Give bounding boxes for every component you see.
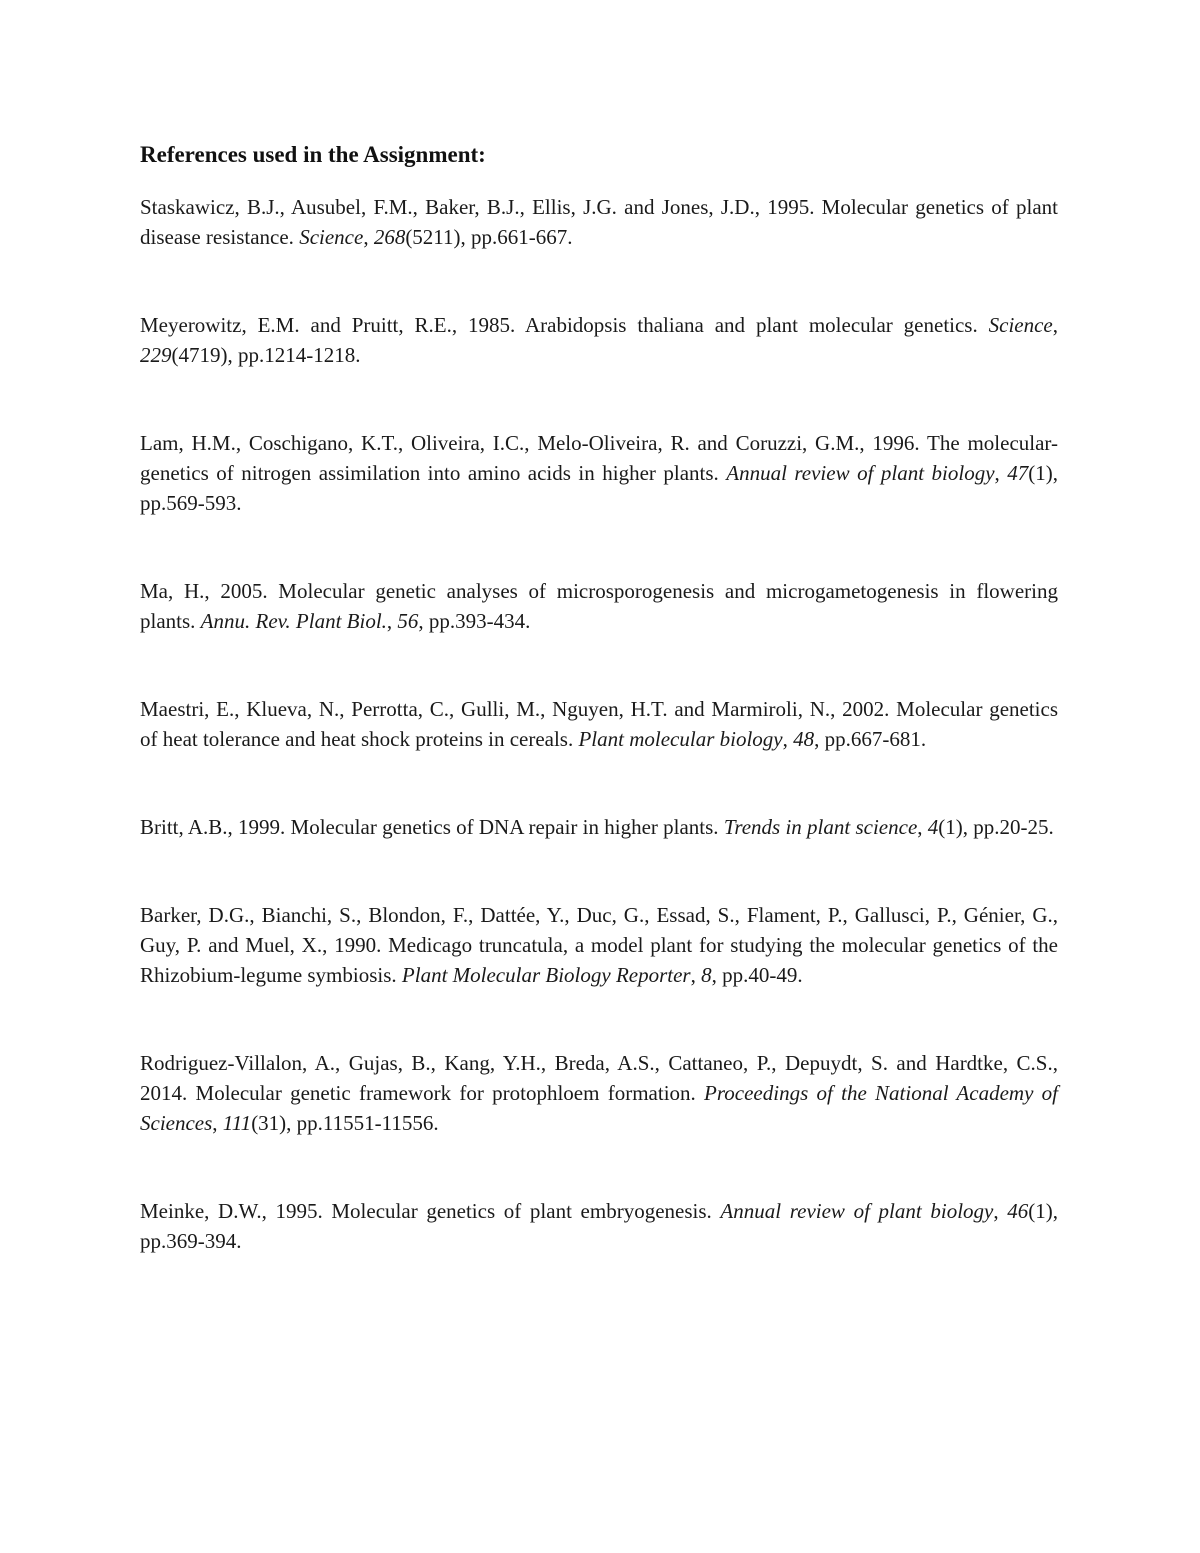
reference-item	[140, 812, 1058, 842]
reference-separator: ,	[212, 1111, 223, 1135]
reference-pages: (5211), pp.661-667.	[405, 225, 573, 249]
reference-item	[140, 310, 1058, 370]
reference-text: Barker, D.G., Bianchi, S., Blondon, F., Dattée, Y., Duc, G., Essad, S., Flament, P., Gallusci, P., Génier, G., Guy, P. and Muel, X., 1990. Medicago truncatula, a model plant for studying the molecular genetics of the Rhizobium-legume symbiosis.	[140, 903, 1058, 987]
reference-text: Britt, A.B., 1999. Molecular genetics of DNA repair in higher plants.	[140, 815, 724, 839]
reference-separator: ,	[994, 461, 1008, 485]
reference-volume: 229	[140, 343, 172, 367]
page-title: References used in the Assignment:	[140, 142, 486, 167]
reference-pages: (1), pp.369-394.	[140, 1199, 1059, 1253]
reference-volume: 4	[927, 815, 939, 839]
reference-text: Rodriguez-Villalon, A., Gujas, B., Kang, Y.H., Breda, A.S., Cattaneo, P., Depuydt, S. and Hardtke, C.S., 2014. Molecular genetic framework for protophloem formation.	[140, 1051, 1058, 1105]
reference-journal: Science	[988, 313, 1053, 337]
reference-text: Staskawicz, B.J., Ausubel, F.M., Baker, B.J., Ellis, J.G. and Jones, J.D., 1995. Molecular genetics of plant disease resistance.	[140, 195, 1058, 249]
reference-item	[140, 1196, 1058, 1256]
reference-text: Meinke, D.W., 1995. Molecular genetics of plant embryogenesis.	[140, 1199, 721, 1223]
reference-pages: (1), pp.20-25.	[938, 815, 1054, 839]
reference-volume: 47	[1007, 461, 1029, 485]
reference-volume: 268	[373, 225, 406, 249]
reference-volume: 46	[1007, 1199, 1029, 1223]
reference-journal: Plant Molecular Biology Reporter	[401, 963, 691, 987]
reference-item	[140, 428, 1058, 518]
reference-journal: Annu. Rev. Plant Biol.	[200, 609, 387, 633]
reference-journal: Annual review of plant biology	[720, 1199, 994, 1223]
reference-journal: Proceedings of the National Academy of Sciences	[140, 1081, 1058, 1135]
reference-item	[140, 900, 1058, 990]
reference-volume: 56	[397, 609, 419, 633]
reference-pages: , pp.393-434.	[418, 609, 531, 633]
reference-journal: Annual review of plant biology	[726, 461, 995, 485]
reference-item	[140, 192, 1058, 252]
reference-item	[140, 1048, 1058, 1138]
reference-separator: ,	[917, 815, 928, 839]
reference-pages: (1), pp.569-593.	[140, 461, 1058, 515]
reference-pages: (4719), pp.1214-1218.	[171, 343, 361, 367]
reference-separator: ,	[993, 1199, 1008, 1223]
reference-text: Lam, H.M., Coschigano, K.T., Oliveira, I.C., Melo-Oliveira, R. and Coruzzi, G.M., 1996. The molecular-genetics of nitrogen assimilation into amino acids in higher plants.	[140, 431, 1058, 485]
reference-pages: (31), pp.11551-11556.	[251, 1111, 439, 1135]
reference-item	[140, 576, 1058, 636]
reference-volume: 8	[701, 963, 712, 987]
reference-journal: Science	[299, 225, 364, 249]
reference-pages: , pp.40-49.	[711, 963, 803, 987]
reference-journal: Plant molecular biology	[578, 727, 783, 751]
reference-separator: ,	[1052, 313, 1058, 337]
reference-text: Ma, H., 2005. Molecular genetic analyses of microsporogenesis and microgametogenesis in flowering plants.	[140, 579, 1058, 633]
reference-item	[140, 694, 1058, 754]
reference-text: Maestri, E., Klueva, N., Perrotta, C., Gulli, M., Nguyen, H.T. and Marmiroli, N., 2002. Molecular genetics of heat tolerance and heat shock proteins in cereals.	[140, 697, 1058, 751]
reference-separator: ,	[386, 609, 398, 633]
reference-volume: 111	[222, 1111, 252, 1135]
reference-pages: , pp.667-681.	[814, 727, 927, 751]
reference-separator: ,	[782, 727, 794, 751]
reference-separator: ,	[690, 963, 702, 987]
reference-volume: 48	[793, 727, 815, 751]
reference-separator: ,	[363, 225, 374, 249]
reference-text: Meyerowitz, E.M. and Pruitt, R.E., 1985. Arabidopsis thaliana and plant molecular genetics.	[140, 313, 989, 337]
document-page	[140, 140, 1058, 1314]
reference-journal: Trends in plant science	[723, 815, 918, 839]
